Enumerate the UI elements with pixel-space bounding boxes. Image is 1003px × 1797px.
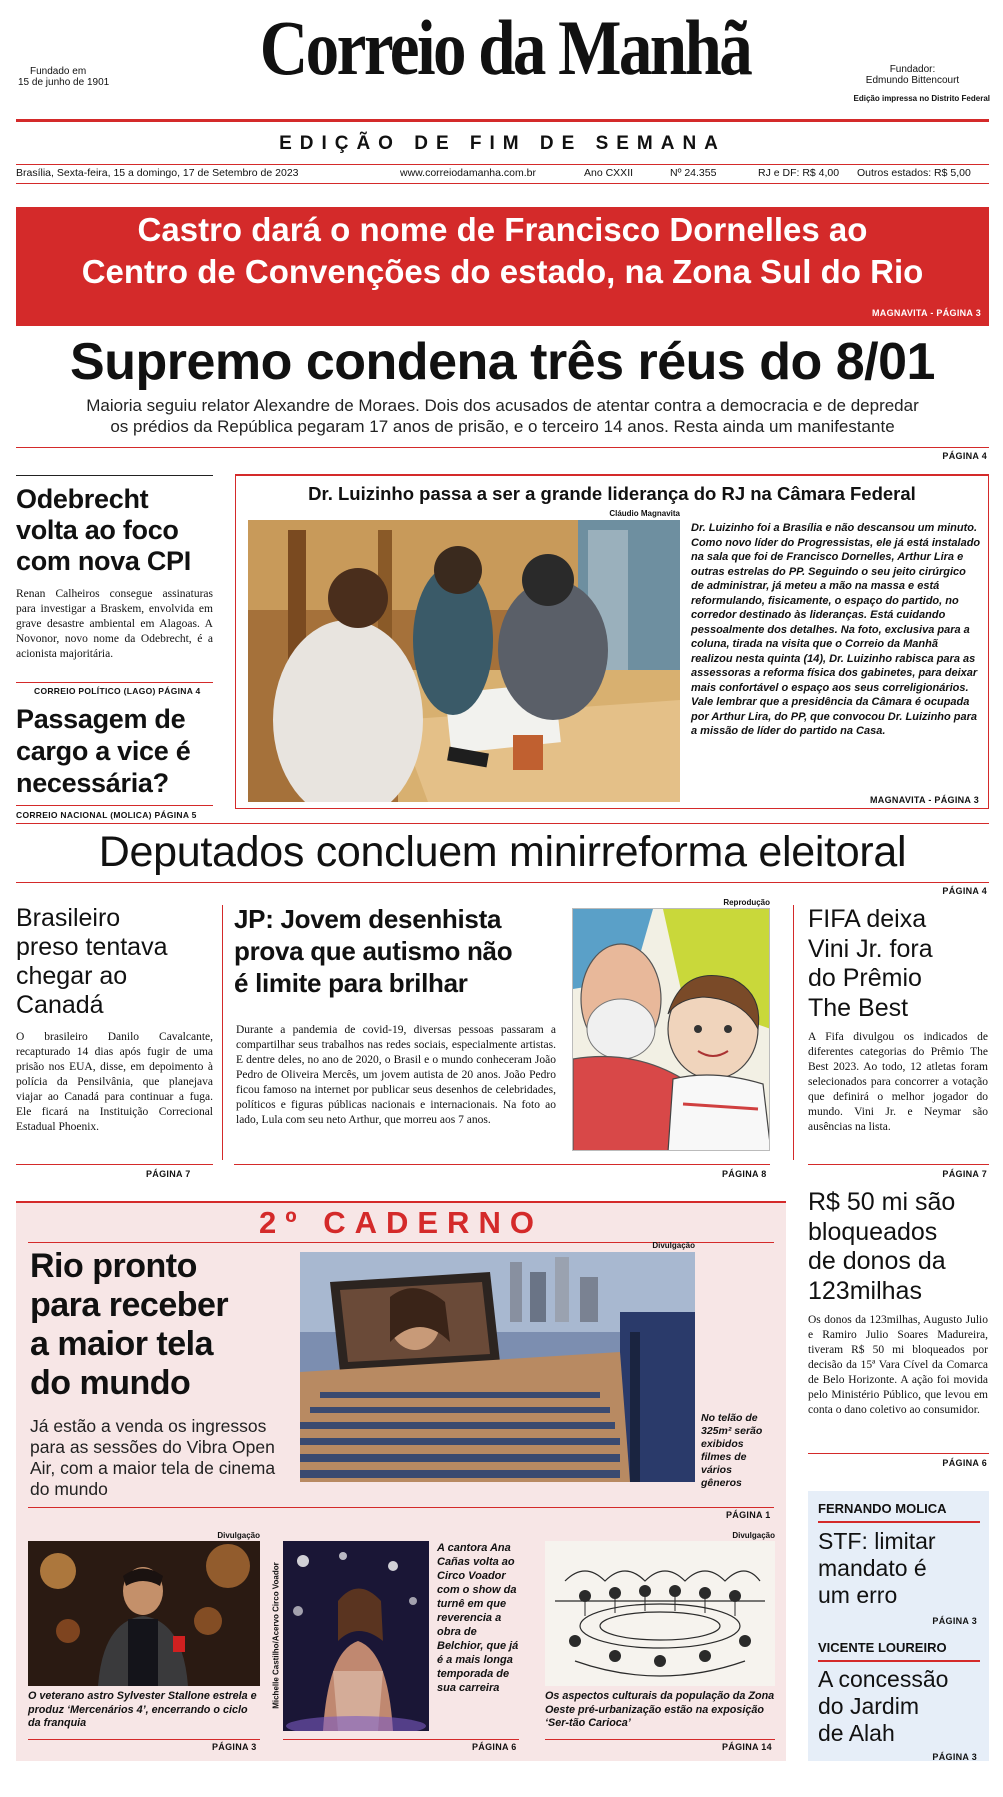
fifa-headline-l2: Vini Jr. fora [808,934,933,963]
brasileiro-body: O brasileiro Danilo Cavalcante, recapturado 14 dias após fugir de uma prisão nos EUA, disse, em depoimento à polícia da Pensilvânia, que planejava viajar ao Canadá para continuar a fuga. Ele ficará na Instituição Correcional Estadual Phoenix. [16,1031,213,1133]
fifa-headline-l4: The Best [808,993,909,1022]
caderno-headline-l4: do mundo [30,1364,191,1402]
col1-ref: PÁGINA 3 [932,1616,977,1626]
sertao-caption: Os aspectos culturais da população da Zona Oeste pré-urbanização estão na exposição ‘Ser-tão Carioca’ [545,1690,775,1729]
anacanas-rule [283,1739,519,1740]
lead-sub-line1: Maioria seguiu relator Alexandre de Moraes. Dois dos acusados de atentar contra a democracia e de depredar [86,396,919,415]
column-divider-2 [793,905,794,1160]
col2-author: VICENTE LOUREIRO [818,1640,947,1655]
edition-rule [16,164,989,165]
minirreforma-headline[interactable]: Deputados concluem minirreforma eleitoral [98,828,907,876]
caderno-photo-caption: No telão de 325m² serão exibidos filmes de vários gêneros [701,1412,763,1489]
founded-line2: 15 de junho de 1901 [18,77,110,88]
fifa-headline-l3: do Prêmio [808,964,922,992]
luizinho-photo-illustration [248,520,680,802]
sertao-ref: PÁGINA 14 [722,1742,772,1752]
brasileiro-headline-l4: Canadá [16,991,104,1019]
brasileiro-headline-l2: preso tentava [16,933,168,961]
fifa-headline[interactable] [808,905,988,1023]
minirreforma-top-rule [16,823,989,824]
founder-name: Edmundo Bittencourt [865,75,960,86]
jp-headline-l3: é limite para brilhar [234,968,468,998]
anacanas-caption: A cantora Ana Cañas volta ao Circo Voador com o show da turnê em que reverencia a obra de Belchior, que já é a mais longa temporada de sua carreira [437,1542,519,1694]
brasileiro-headline-l3: chegar ao [16,962,128,990]
fifa-rule [808,1164,989,1165]
jp-headline[interactable] [234,903,574,999]
jp-ref: PÁGINA 8 [722,1169,767,1179]
founded-date [18,66,138,88]
issue-number: Nº 24.355 [670,167,717,179]
luizinho-photo [248,520,680,802]
stallone-photo-illustration [28,1541,260,1686]
col1-headline[interactable] [818,1528,980,1609]
anacanas-photo [283,1541,429,1731]
milhas-headline-l2: bloqueados [808,1217,938,1246]
jp-headline-l2: prova que autismo não [234,936,513,966]
lead-sub-line2: os prédios da República pegaram 17 anos de prisão, e o terceiro 14 anos. Resta ainda um manifestante [110,417,895,436]
col2-headline[interactable] [818,1666,980,1747]
milhas-rule [808,1453,989,1454]
col2-headline-l2: do Jardim [818,1693,919,1719]
passagem-headline-l3: necessária? [16,768,169,798]
stallone-caption: O veterano astro Sylvester Stallone estrela e produz ‘Mercenários 4’, encerrando o ciclo da franquia [28,1690,257,1729]
jp-drawing-illustration [573,909,770,1151]
milhas-body: Os donos da 123milhas, Augusto Julio e Ramiro Julio Soares Madureira, tiveram R$ 50 mi bloqueados por decisão da 15ª Vara Cível da Comarca de Belo Horizonte. A ação foi movida pelo Ministério Público, que levou em conta o dano coletivo ao consumidor. [808,1314,988,1416]
founder-label: Fundador: [889,64,936,75]
column-divider-1 [222,905,223,1160]
jp-credit: Reprodução [723,898,770,907]
col2-headline-l1: A concessão [818,1666,949,1692]
fifa-ref: PÁGINA 7 [942,1169,987,1179]
caderno-headline-l2: para receber [30,1286,229,1324]
brasileiro-ref: PÁGINA 7 [146,1169,191,1179]
col1-rule [818,1521,980,1523]
stallone-credit: Divulgação [217,1531,260,1540]
caderno-photo-illustration [300,1252,695,1482]
odebrecht-bottom-rule [16,682,213,683]
banner-ref: MAGNAVITA - PÁGINA 3 [872,308,981,318]
caderno-headline[interactable] [30,1247,300,1403]
odebrecht-headline-l2: volta ao foco [16,515,179,545]
caderno-ref: PÁGINA 1 [726,1510,771,1520]
jp-rule [234,1164,770,1165]
passagem-headline-l2: cargo a vice é [16,736,191,766]
stallone-ref: PÁGINA 3 [212,1742,257,1752]
sertao-drawing [545,1541,775,1686]
odebrecht-headline-l1: Odebrecht [16,484,149,514]
luizinho-ref: MAGNAVITA - PÁGINA 3 [870,795,979,805]
banner-headline [16,207,989,293]
luizinho-caption: Dr. Luizinho foi a Brasília e não descansou um minuto. Como novo líder do Progressistas, ele já está instalado na sala que foi de Francisco Dornelles, Arthur Lira e outras estrelas do PP. Seguindo o seu jeito cirúrgico de administrar, já meteu a mão na massa e está reformulando, fisicamente, o espaço do partido, no corredor destinado às lideranças. Está cuidando pessoalmente dos detalhes. Na foto, exclusiva para a coluna, tirada na visita que o Correio da Manhã realizou nesta quinta (14), Dr. Luizinho rabisca para as assessoras a reforma física dos gabinetes, para deixar mais confortável o espaço aos seus correligionários. Vale lembrar que a presidência da Câmara é ocupada por Arthur Lira, do PP, que convocou Dr. Luizinho para a missão de líder do partido na Casa. [691,522,981,737]
year: Ano CXXII [584,167,634,179]
minirreforma-rule [16,882,989,883]
milhas-headline[interactable] [808,1188,988,1306]
caderno-credit: Divulgação [652,1241,695,1250]
milhas-headline-l1: R$ 50 mi são [808,1188,956,1216]
lead-ref: PÁGINA 4 [942,451,987,461]
caderno-photo [300,1252,695,1482]
founder [840,64,985,86]
passagem-ref: CORREIO NACIONAL (MOLICA) PÁGINA 5 [16,810,197,820]
edition-label: EDIÇÃO DE FIM DE SEMANA [279,133,726,154]
passagem-rule [16,805,213,806]
col1-author: FERNANDO MOLICA [818,1501,947,1516]
fifa-body: A Fifa divulgou os indicados de diferentes categorias do Prêmio The Best 2023. Ao todo, 12 atletas foram selecionados para concorrer a votação que definirá o melhor jogador do mundo. Vini Jr. e Neymar são ausências na lista. [808,1031,988,1133]
anacanas-ref: PÁGINA 6 [472,1742,517,1752]
anacanas-photo-illustration [283,1541,429,1731]
col1-headline-l1: STF: limitar [818,1528,936,1554]
print-edition-note: Edição impressa no Distrito Federal [853,94,990,103]
date: Brasília, Sexta-feira, 15 a domingo, 17 de Setembro de 2023 [16,167,299,179]
milhas-ref: PÁGINA 6 [942,1458,987,1468]
anacanas-credit-text: Michelle Castilho/Acervo Circo Voador [271,1562,281,1709]
jp-drawing [572,908,770,1151]
milhas-headline-l3: de donos da [808,1247,946,1275]
brasileiro-headline[interactable] [16,904,216,1020]
col1-headline-l2: mandato é [818,1555,927,1581]
lead-rule [16,447,989,448]
anacanas-credit [269,1541,281,1731]
jp-body: Durante a pandemia de covid-19, diversas pessoas passaram a compartilhar seus trabalhos nas redes sociais, especialmente artistas. E dentre deles, no ano de 2020, o Brasil e o mundo conheceram João Pedro de Oliveira Mercês, um jovem autista de 20 anos. João Pedro ficou famoso na internet por publicar seus desenhos de celebridades, políticos e figuras públicas nacionais e internacionais. Na foto ao lado, Lula com seu neto Arthur, que morreu aos 7 anos. [236,1024,556,1126]
luizinho-headline[interactable]: Dr. Luizinho passa a ser a grande liderança do RJ na Câmara Federal [308,483,916,504]
price-other: Outros estados: R$ 5,00 [857,167,971,179]
col2-ref: PÁGINA 3 [932,1752,977,1762]
banner-line2: Centro de Convenções do estado, na Zona Sul do Rio [81,253,924,290]
lead-subhead [16,395,989,437]
luizinho-credit: Cláudio Magnavita [609,509,680,518]
caderno-rule [28,1507,774,1508]
jp-headline-l1: JP: Jovem desenhista [234,904,502,934]
sertao-drawing-illustration [545,1541,775,1686]
odebrecht-rule [16,475,213,476]
website-link[interactable]: www.correiodamanha.com.br [400,167,536,179]
banner-headline-box[interactable] [16,207,989,326]
odebrecht-headline-l3: com nova CPI [16,546,191,576]
sertao-credit: Divulgação [732,1531,775,1540]
masthead-rule [16,119,989,122]
passagem-headline[interactable] [16,703,216,799]
dateline-rule [16,183,989,184]
col2-rule [818,1660,980,1662]
col2-headline-l3: de Alah [818,1720,895,1746]
passagem-headline-l1: Passagem de [16,704,186,734]
caderno-headline-l3: a maior tela [30,1325,213,1363]
caderno-subhead: Já estão a venda os ingressos para as sessões do Vibra Open Air, com a maior tela de cinema do mundo [30,1416,276,1499]
price-rj: RJ e DF: R$ 4,00 [758,167,840,179]
founded-line1: Fundado em [30,66,87,77]
stallone-rule [28,1739,260,1740]
fifa-headline-l1: FIFA deixa [808,905,927,933]
caderno-label: 2º CADERNO [259,1205,543,1240]
sertao-rule [545,1739,775,1740]
odebrecht-ref: CORREIO POLÍTICO (LAGO) PÁGINA 4 [34,686,201,696]
stallone-photo [28,1541,260,1686]
caderno-headline-l1: Rio pronto [30,1247,197,1285]
minirreforma-ref: PÁGINA 4 [942,886,987,896]
brasileiro-headline-l1: Brasileiro [16,904,121,932]
odebrecht-body: Renan Calheiros consegue assinaturas para investigar a Braskem, envolvida em grave desastre ambiental em Alagoas. A Novonor, novo nome da Odebrecht, é a acionista majoritária. [16,588,213,660]
banner-line1: Castro dará o nome de Francisco Dornelles ao [137,211,868,248]
newspaper-title: Correio da Manhã [259,4,751,91]
col1-headline-l3: um erro [818,1582,898,1608]
odebrecht-headline[interactable] [16,484,216,577]
brasileiro-rule [16,1164,213,1165]
milhas-headline-l4: 123milhas [808,1276,922,1305]
lead-headline[interactable]: Supremo condena três réus do 8/01 [70,333,935,391]
